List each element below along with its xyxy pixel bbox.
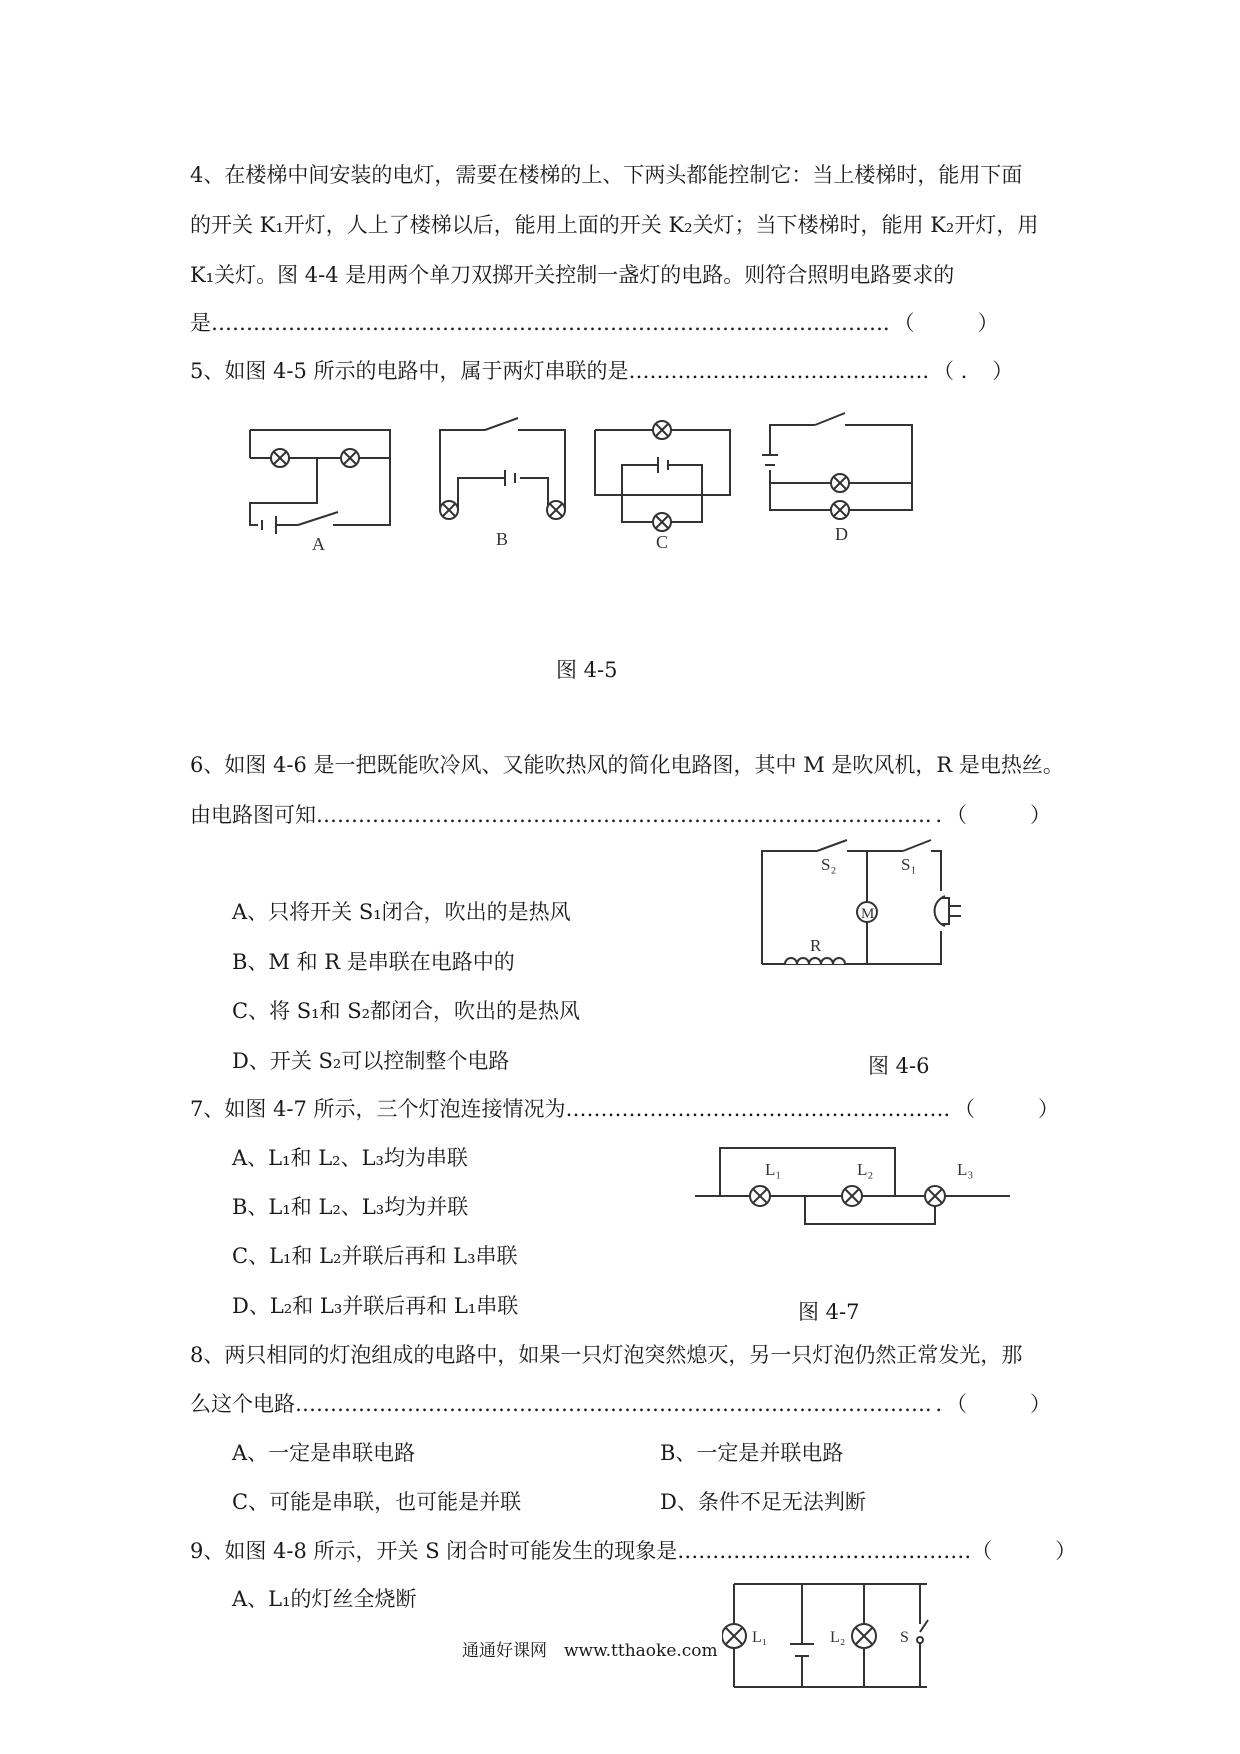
page-footer: 通通好课网 www.tthaoke.com	[462, 1641, 718, 1661]
figure-4-5-caption: 图 4-5	[556, 658, 618, 682]
fig45-label-c: C	[656, 532, 669, 552]
figure-4-6-circuit	[755, 836, 975, 966]
q7-option-c: C、L₁和 L₂并联后再和 L₃串联	[232, 1244, 518, 1268]
fig46-label-s2: S₂	[821, 855, 837, 874]
q6-option-a: A、只将开关 S₁闭合，吹出的是热风	[232, 900, 571, 924]
q8-option-d: D、条件不足无法判断	[660, 1490, 866, 1514]
q7-option-d: D、L₂和 L₃并联后再和 L₁串联	[232, 1294, 519, 1318]
fig48-label-l1: L₁	[752, 1629, 768, 1646]
q6-line1: 6、如图 4-6 是一把既能吹冷风、又能吹热风的简化电路图，其中 M 是吹风机，R 是电热丝。	[190, 753, 1064, 777]
q6-option-b: B、M 和 R 是串联在电路中的	[232, 950, 515, 974]
q8-line1: 8、两只相同的灯泡组成的电路中，如果一只灯泡突然熄灭，另一只灯泡仍然正常发光，那	[190, 1343, 1023, 1367]
q6-option-c: C、将 S₁和 S₂都闭合，吹出的是热风	[232, 999, 581, 1023]
q8-option-a: A、一定是串联电路	[232, 1441, 416, 1465]
figure-4-6-caption: 图 4-6	[868, 1054, 930, 1078]
figure-4-8-circuit	[722, 1572, 942, 1692]
q9-option-a: A、L₁的灯丝全烧断	[232, 1587, 417, 1611]
q4-line3: K₁关灯。图 4-4 是用两个单刀双掷开关控制一盏灯的电路。则符合照明电路要求的	[190, 263, 955, 287]
fig48-label-l2: L₂	[830, 1629, 846, 1646]
q8-option-b: B、一定是并联电路	[660, 1441, 844, 1465]
figure-4-7-caption: 图 4-7	[798, 1300, 860, 1324]
fig47-label-l3: L₃	[957, 1160, 974, 1179]
q8-option-c: C、可能是串联，也可能是并联	[232, 1490, 522, 1514]
q7-option-b: B、L₁和 L₂、L₃均为并联	[232, 1195, 469, 1219]
q9-line1: 9、如图 4-8 所示，开关 S 闭合时可能发生的现象是……………………………………（ ）	[190, 1539, 1077, 1563]
fig48-label-s: S	[900, 1629, 909, 1646]
fig46-label-r: R	[810, 936, 822, 955]
fig45-label-b: B	[496, 529, 509, 549]
q8-line2: 么这个电路………………………………………………………………………………．．（ ）	[190, 1392, 1051, 1416]
fig47-label-l2: L₂	[857, 1160, 874, 1179]
fig46-label-s1: S₁	[901, 855, 917, 874]
q6-option-d: D、开关 S₂可以控制整个电路	[232, 1049, 510, 1073]
fig47-label-l1: L₁	[765, 1160, 782, 1179]
q4-line4: 是……………………………………………………………………………………．（ ）	[190, 311, 999, 335]
fig45-label-d: D	[835, 524, 848, 544]
q5-line1: 5、如图 4-5 所示的电路中，属于两灯串联的是……………………………………．（ ． ）	[190, 359, 1014, 383]
q7-line1: 7、如图 4-7 所示，三个灯泡连接情况为………………………………………………．（ ）	[190, 1097, 1060, 1121]
figure-4-5-circuits	[240, 410, 940, 560]
figure-4-7-circuit	[695, 1140, 1015, 1230]
q7-option-a: A、L₁和 L₂、L₃均为串联	[232, 1146, 468, 1170]
q4-line2: 的开关 K₁开灯，人上了楼梯以后，能用上面的开关 K₂关灯；当下楼梯时，能用 K₂开灯，用	[190, 213, 1039, 237]
fig45-label-a: A	[312, 534, 325, 554]
q6-line2: 由电路图可知……………………………………………………………………………．．（ ）	[190, 803, 1051, 827]
q4-line1: 4、在楼梯中间安装的电灯，需要在楼梯的上、下两头都能控制它：当上楼梯时，能用下面	[190, 163, 1023, 187]
fig46-label-m: M	[861, 906, 875, 922]
